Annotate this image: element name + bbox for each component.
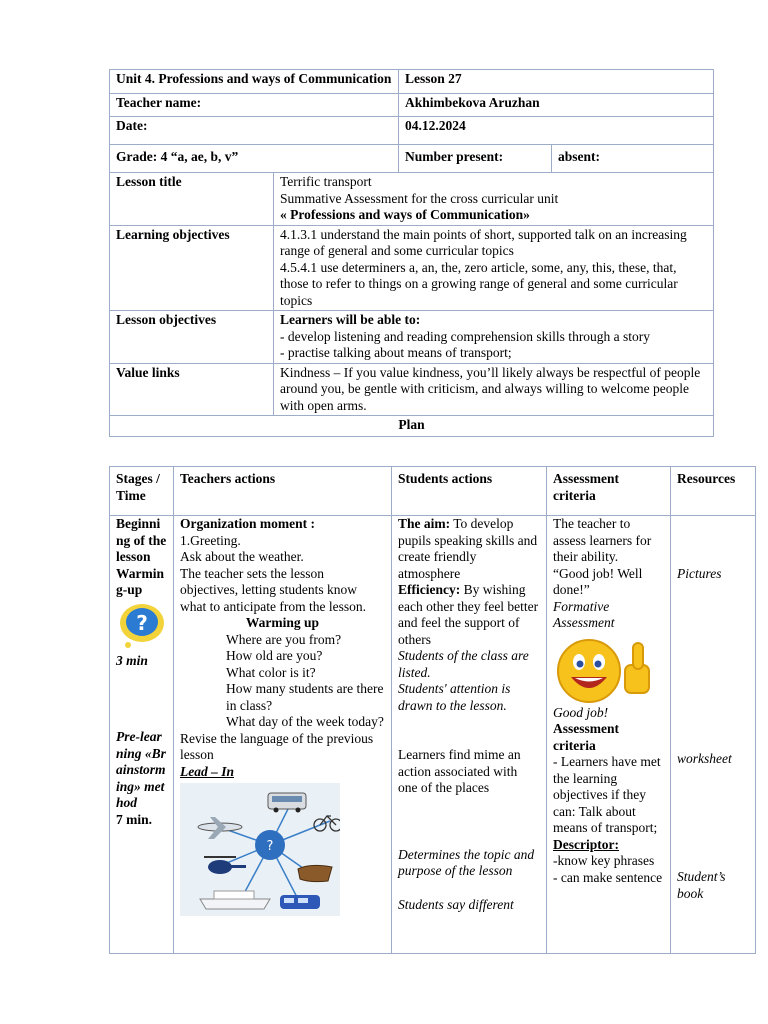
teacher-value: Akhimbekova Aruzhan	[399, 94, 714, 117]
lesson-number: Lesson 27	[399, 70, 714, 94]
col-header-resources: Resources	[671, 467, 756, 516]
boat-icon	[298, 865, 332, 881]
resource-pictures: Pictures	[677, 566, 722, 581]
students-topic: Determines the topic and purpose of the lesson	[398, 846, 535, 878]
thinking-bubble-icon	[116, 601, 168, 651]
date-value: 04.12.2024	[399, 117, 714, 145]
warming-question-2: How old are you?	[226, 648, 323, 663]
learning-objectives-label: Learning objectives	[110, 225, 274, 311]
teacher-line-3: The teacher sets the lesson objectives, letting students know what to anticipate from the lesson.	[180, 565, 366, 614]
unit-cell	[110, 70, 399, 94]
assess-line-1: The teacher to assess learners for their ability.	[553, 516, 652, 564]
assess-line-2: “Good job! Well done!”	[553, 565, 643, 597]
value-links-text: Kindness – If you value kindness, you’ll likely always be respectful of people around you, be gentle with criticism, and always willing to welcome people with open arms.	[274, 363, 714, 416]
students-mime: Learners find mime an action associated with one of the places	[398, 747, 521, 795]
warming-up-title: Warming up	[245, 615, 320, 630]
grade-label: Grade: 4 “a, ae, b, v”	[110, 145, 399, 173]
lesson-title-label: Lesson title	[110, 173, 274, 226]
col-header-assessment: Assessment criteria	[547, 467, 671, 516]
present-label: Number present:	[399, 145, 552, 173]
descriptor-2: - can make sentence	[553, 869, 663, 885]
unit-title: Unit 4. Professions and ways of Communication	[116, 71, 392, 86]
teacher-line-1: 1.Greeting.	[180, 532, 241, 548]
resource-worksheet: worksheet	[677, 750, 732, 766]
stage-warmup-time: 3 min	[116, 652, 148, 668]
col-header-stages: Stages / Time	[110, 467, 174, 516]
lesson-objective-1: - develop listening and reading comprehension skills through a story	[280, 328, 651, 344]
lesson-objectives-cell	[274, 311, 714, 364]
students-listed: Students of the class are listed.	[398, 648, 529, 680]
svg-text:?: ?	[136, 610, 148, 635]
plan-heading: Plan	[110, 416, 714, 437]
students-say: Students say different	[398, 896, 514, 912]
students-actions-cell	[392, 516, 547, 954]
students-attention: Students' attention is drawn to the lesson.	[398, 681, 511, 713]
col-header-students: Students actions	[392, 467, 547, 516]
aim-label: The aim:	[398, 516, 451, 531]
learning-objectives-cell	[274, 225, 714, 311]
teacher-label: Teacher name:	[110, 94, 399, 117]
lesson-title-cell	[274, 173, 714, 226]
col-header-teachers: Teachers actions	[174, 467, 392, 516]
learning-objective-1: 4.1.3.1 understand the main points of short, supported talk on an increasing range of general and some curricular topics	[280, 226, 687, 258]
good-job-label: Good job!	[553, 704, 609, 720]
lesson-objectives-head: Learners will be able to:	[280, 312, 421, 327]
lesson-objective-2: - practise talking about means of transport;	[280, 345, 512, 360]
descriptor-1: -know key phrases	[553, 853, 655, 868]
stage-prelearning-time: 7 min.	[116, 811, 153, 827]
lesson-title-line3: « Professions and ways of Communication»	[280, 207, 530, 222]
train-icon	[280, 895, 320, 909]
thumbs-up-emoji-icon	[553, 635, 661, 705]
absent-label: absent:	[552, 145, 714, 173]
teacher-line-2: Ask about the weather.	[180, 549, 304, 564]
teachers-actions-cell	[174, 516, 392, 954]
stage-prelearning: Pre-learning «Brainstorming» method	[116, 729, 166, 810]
descriptor-label: Descriptor:	[553, 836, 619, 852]
transport-mindmap-image	[180, 783, 340, 916]
warming-question-4: How many students are there in class?	[226, 681, 384, 713]
aim-text	[398, 516, 540, 582]
assessment-learners: - Learners have met the learning objectives if they can: Talk about means of transport;	[553, 754, 661, 835]
aim-body: To develop pupils speaking skills and create friendly atmosphere	[398, 516, 538, 581]
warming-question-3: What color is it?	[226, 664, 316, 680]
resource-students-book: Student’s book	[677, 869, 726, 901]
lesson-objectives-label: Lesson objectives	[110, 311, 274, 364]
value-links-label: Value links	[110, 363, 274, 416]
lead-in-title: Lead – In	[180, 763, 234, 779]
organization-moment: Organization moment :	[180, 516, 315, 531]
warming-question-1: Where are you from?	[226, 631, 342, 647]
lesson-title-line2: Summative Assessment for the cross curricular unit	[280, 190, 559, 206]
assessment-cell	[547, 516, 671, 954]
lesson-header-table	[109, 69, 714, 437]
efficiency-text	[398, 582, 540, 648]
resources-cell	[671, 516, 756, 954]
plan-table	[109, 466, 756, 954]
lesson-title-line1: Terrific transport	[280, 174, 372, 189]
mindmap-hub-symbol: ?	[266, 839, 274, 854]
assessment-criteria-label: Assessment criteria	[553, 721, 619, 753]
efficiency-body: By wishing each other they feel better and feel the support of others	[398, 582, 539, 647]
warming-question-5: What day of the week today?	[226, 714, 384, 729]
stages-cell	[110, 516, 174, 954]
formative-assessment: Formative Assessment	[553, 598, 615, 630]
revise-text: Revise the language of the previous lesson	[180, 730, 374, 762]
date-label: Date:	[110, 117, 399, 145]
stage-warmup: Beginning of the lesson Warming-up	[116, 516, 167, 597]
learning-objective-2: 4.5.4.1 use determiners a, an, the, zero article, some, any, this, these, that, those to refer to things on a growing range of general and some curricular topics	[280, 259, 678, 308]
efficiency-label: Efficiency:	[398, 582, 461, 597]
